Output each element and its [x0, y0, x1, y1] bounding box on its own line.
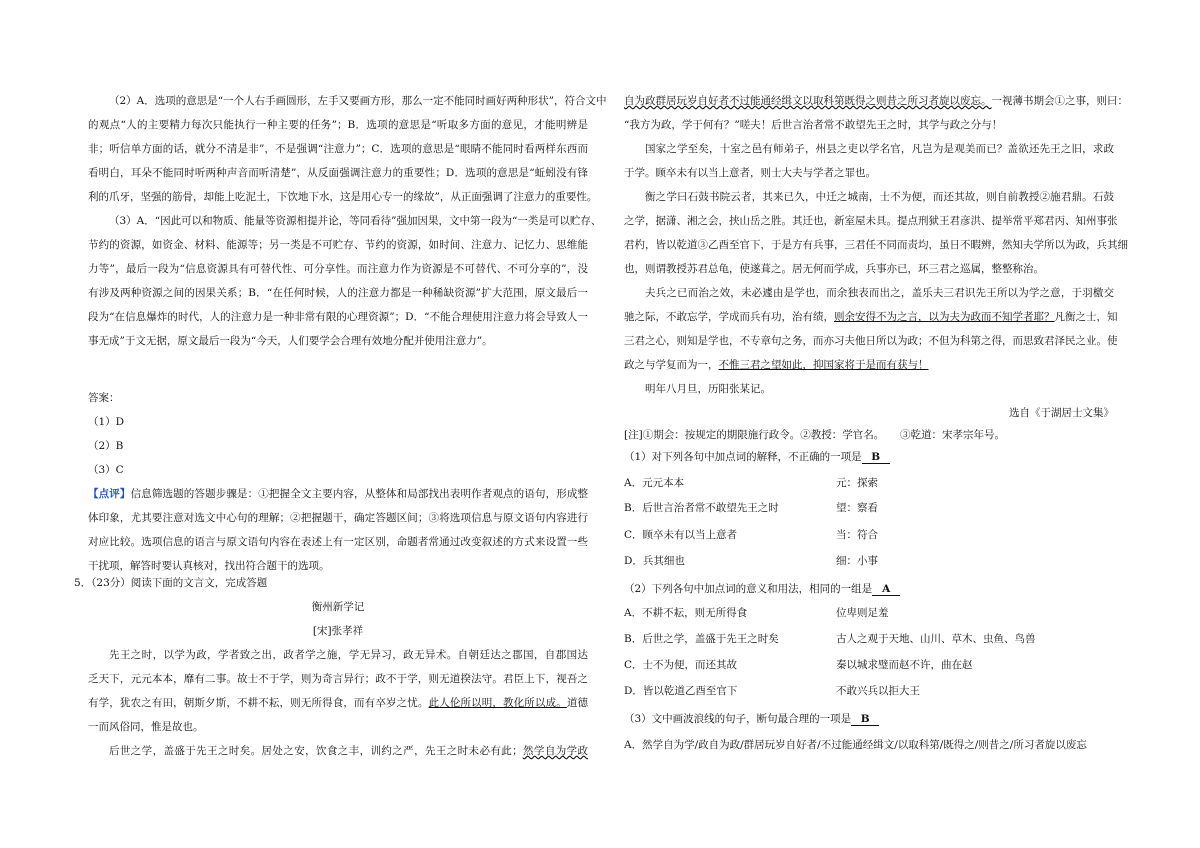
question-2-stem: （2）下列各句中加点词的意义和用法，相同的一组是 A [624, 584, 900, 596]
analysis-line: 事无成”于文无据，原文最后一段为“今天，人们要学会合理有效地分配并使用注意力”。 [88, 335, 493, 347]
tip-label: 【点评】 [88, 488, 131, 500]
classical-text-line: 于学。顾卒未有以当上意者，则士大夫与学者之罪也。 [624, 167, 876, 179]
underlined-sentence: 不惟三君之望如此，抑国家将于是而有获与！ [718, 359, 929, 371]
question-5: 5．（23分）阅读下面的文言文，完成答题 [74, 577, 268, 589]
classical-text-line: 先王之时，以学为政，学者致之出，政者学之施，学无异习，政无异术。自朝廷达之郡国，自郡国达 [109, 649, 588, 661]
analysis-line: 利的爪牙，坚强的筋骨，却能上吃泥土，下饮地下水，这是用心专一的缘故”，从正面强调了注意力的重要性。 [88, 191, 598, 203]
classical-title: 衡州新学记 [311, 601, 365, 613]
classical-text-line: 有学，犹农之有田，朝斯夕斯，不耕不耘，则无所得食，而有卒岁之忧。此人伦所以明，教化所以成。道德 [88, 697, 589, 709]
source-note: 选自《于湖居士文集》 [1009, 407, 1114, 419]
classical-signature: 明年八月旦，历阳张某记。 [645, 383, 771, 395]
answer-item: （2）B [88, 440, 124, 452]
tip-line: 【点评】信息筛选题的答题步骤是：①把握全文主要内容，从整体和局部找出表明作者观点的语句，形成整 [88, 488, 589, 500]
analysis-line: 看明白，耳朵不能同时听两种声音而听清楚”，从反面强调注意力的重要性；D．选项的意思是“蚯蚓没有锋 [88, 167, 588, 179]
answer-blank: B [862, 452, 890, 464]
tip-line: 体印象，尤其要注意对选文中心句的理解；②把握题干，确定答题区间；③将选项信息与原文语句内容进行 [88, 512, 588, 524]
answer-item: （3）C [88, 464, 124, 476]
classical-text-line: 夫兵之已而治之效，未必遽由是学也，而余独表而出之，盖乐夫三君识先王所以为学之意，于羽檄交 [645, 287, 1114, 299]
underlined-sentence: 此人伦所以明，教化所以成。 [428, 697, 567, 709]
analysis-line: 力等”，最后一段为“信息资源具有可替代性、可分享性。而注意力作为资源是不可替代、不可分享的”，没 [88, 263, 588, 275]
classical-text-line: 之学，据潇、湘之会，挟山岳之胜。其迁也，新室屋未具。提点刑狱王君彦洪、提举常平郑君丙、知州事张 [624, 215, 1118, 227]
exam-page: （2）A．选项的意思是“一个人右手画圆形，左手又要画方形，那么一定不能同时画好两种形状”，符合文中 的观点“人的主要精力每次只能执行一种主要的任务”；B．选项的意思是“听取多方面的意见，才能明辨是 非；听信单方面的话，就分不清是非”，不是强调“注意力”；C．选项的意思是“眼睛不能同时看两样东西而 看明白，耳朵不能同时听两种声音而听清楚”，从反面强调注意力的重要性；D．选项的意思是“蚯蚓没有锋 利的爪牙，坚强的筋骨，却能上吃泥土，下饮地下水，这是用心专一的缘故”，从正面强调了注意力的重要性。 （3）A．“因此可以和物质、能量等资源相提并论，等同看待”强加因果，文中第一段为“一类是可以贮存、 节约的资源，如资金、材料、能源等；另一类是不可贮存、节约的资源，如时间、注意力、记忆力、思维能 力等”，最后一段为“信息资源具有可替代性、可分享性。而注意力作为资源是不可替代、不可分享的”，没 有涉及两种资源之间的因果关系；B．“在任何时候，人的注意力都是一种稀缺资源”扩大范围，原文最后一 段为“在信息爆炸的时代，人的注意力是一种非常有限的心理资源”；D．“不能合理使用注意力将会导致人一 事无成”于文无据，原文最后一段为“今天，人们要学会合理有效地分配并使用注意力”。 答案： （1）D （2）B （3）C 【点评】信息筛选题的答题步骤是：①把握全文主要内容，从整体和局部找出表明作者观点的语句，形成整 体印象，尤其要注意对选文中心句的理解；②把握题干，确定答题区间；③将选项信息与原文语句内容进行 对应比较。选项信息的语言与原文语句内容在表述上有一定区别，命题者常通过改变叙述的方式来设置一些 干扰项，解答时要认真核对，找出符合题干的选项。 5．（23分）阅读下面的文言文，完成答题 衡州新学记 [宋]张孝祥 先王之时，以学为政，学者致之出，政者学之施，学无异习，政无异术。自朝廷达之郡国，自郡国达 乏天下，元元本本，靡有二事。故士不于学，则为奇言异行；政不于学，则无道揆法守。君臣上下，视吾之 有学，犹农之有田，朝斯夕斯，不耕不耘，则无所得食，而有卒岁之忧。此人伦所以明，教化所以成。道德 一而风俗同，惟是故也。 后世之学，盖盛于先王之时矣。居处之安，饮食之丰，训约之严，先王之时未必有此；然学自为学政 自为政群居玩岁自好者不过能通经缉文以取科第既得之则昔之所习者旋以废忘。一视薄书期会①之事，则曰： “我方为政，学于何有？”嗟夫！后世言治者常不敢望先王之时，其学与政之分与！ 国家之学至矣，十室之邑有师弟子，州县之吏以学名官，凡岂为是观美而已？盖欲还先王之旧，求政 于学。顾卒未有以当上意者，则士大夫与学者之罪也。 衡之学曰石鼓书院云者，其来已久，中迁之城南，士不为便，而还其故，则自前教授②施君鼎。石鼓 之学，据潇、湘之会，挟山岳之胜。其迁也，新室屋未具。提点刑狱王君彦洪、提举常平郑君丙、知州事张 君杓，皆以乾道③乙酉至官下，于是方有兵事，三君任不同而责均，虽日不暇辨，然知夫学所以为政，兵其细 也，则谓教授苏君总龟，使遂葺之。居无何而学成，兵事亦已，环三君之巡属，整整称治。 夫兵之已而治之效，未必遽由是学也，而余独表而出之，盖乐夫三君识先王所以为学之意，于羽檄交 驰之际，不敢忘学，学成而兵有功，治有绩，则余安得不为之言，以为夫为政而不知学者耶？凡衡之士，知 三君之心，则知是学也，不专章句之务，而亦习夫他日所以为政；不但为科第之得，而思致君泽民之业。使 政之与学复而为一，不惟三君之望如此，抑国家将于是而有获与！ 明年八月旦，历阳张某记。 选自《于湖居士文集》 [注]①期会：按规定的期限施行政令。②教授：学官名。 ③乾道：宋孝宗年号。 （1）对下列各句中加点词的解释，不正确的一项是 B A．元元本本 元：探索 B．后世言治者常不敢望先王之时 望：察看 C．顾卒未有以当上意者 当：符合 D．兵其细也 细：小事 （2）下列各句中加点词的意义和用法，相同的一组是 A A．不耕不耘，则无所得食 位卑则足羞 B．后世之学，盖盛于先王之时矣 古人之观于天地、山川、草木、虫鱼、鸟兽 C．士不为便，而还其故 秦以城求璧而赵不许，曲在赵 D．皆以乾道乙酉至官下 不敢兴兵以拒大王 （3）文中画波浪线的句子，断句最合理的一项是 B A．然学自为学/政自为政/群居玩岁自好者/不过能通经缉文/以取科第/既得之/则昔之/所习者旋以废忘 [74, 95, 1128, 757]
answer-blank: A [872, 584, 900, 596]
answer-blank: B [851, 714, 879, 726]
analysis-line: 段为“在信息爆炸的时代，人的注意力是一种非常有限的心理资源”；D．“不能合理使用注意力将会导致人一 [88, 311, 588, 323]
analysis-line: 的观点“人的主要精力每次只能执行一种主要的任务”；B．选项的意思是“听取多方面的意见，才能明辨是 [88, 119, 588, 131]
answer-item: （1）D [88, 416, 125, 428]
classical-text-line: “我方为政，学于何有？”嗟夫！后世言治者常不敢望先王之时，其学与政之分与！ [624, 119, 1003, 131]
classical-text-line: 国家之学至矣，十室之邑有师弟子，州县之吏以学名官，凡岂为是观美而已？盖欲还先王之旧，求政 [645, 143, 1114, 155]
question-3-stem: （3）文中画波浪线的句子，断句最合理的一项是 B [624, 714, 879, 726]
annotation-notes: [注]①期会：按规定的期限施行政令。②教授：学官名。 ③乾道：宋孝宗年号。 [624, 429, 1005, 441]
classical-text-line: 政之与学复而为一，不惟三君之望如此，抑国家将于是而有获与！ [624, 359, 929, 371]
option-row: A．然学自为学/政自为政/群居玩岁自好者/不过能通经缉文/以取科第/既得之/则昔之/所习者旋以废忘 [624, 739, 1087, 751]
classical-text-line: 后世之学，盖盛于先王之时矣。居处之安，饮食之丰，训约之严，先王之时未必有此；然学自为学政 [109, 745, 589, 757]
answer-title: 答案： [88, 392, 120, 404]
tip-line: 对应比较。选项信息的语言与原文语句内容在表述上有一定区别，命题者常通过改变叙述的方式来设置一些 [88, 536, 588, 548]
classical-text-line: 衡之学曰石鼓书院云者，其来已久，中迁之城南，士不为便，而还其故，则自前教授②施君鼎。石鼓 [645, 191, 1114, 203]
classical-text-line: 也，则谓教授苏君总龟，使遂葺之。居无何而学成，兵事亦已，环三君之巡属，整整称治。 [624, 263, 1044, 275]
analysis-line: （2）A．选项的意思是“一个人右手画圆形，左手又要画方形，那么一定不能同时画好两种形状”，符合文中 [109, 95, 607, 107]
classical-text-line: 一而风俗同，惟是故也。 [88, 721, 204, 733]
analysis-line: 有涉及两种资源之间的因果关系；B．“在任何时候，人的注意力都是一种稀缺资源”扩大范围，原文最后一 [88, 287, 588, 299]
classical-text-line: 驰之际，不敢忘学，学成而兵有功，治有绩，则余安得不为之言，以为夫为政而不知学者耶？凡衡之士，知 [624, 311, 1118, 323]
classical-text-line: 三君之心，则知是学也，不专章句之务，而亦习夫他日所以为政；不但为科第之得，而思致君泽民之业。使 [624, 335, 1118, 347]
analysis-line: 节约的资源，如资金、材料、能源等；另一类是不可贮存、节约的资源，如时间、注意力、记忆力、思维能 [88, 239, 588, 251]
question-1-stem: （1）对下列各句中加点词的解释，不正确的一项是 B [624, 452, 890, 464]
classical-text-line: 乏天下，元元本本，靡有二事。故士不于学，则为奇言异行；政不于学，则无道揆法守。君臣上下，视吾之 [88, 673, 588, 685]
wavy-sentence: 然学自为学政 [522, 745, 589, 757]
classical-author: [宋]张孝祥 [312, 625, 364, 637]
underlined-sentence: 则余安得不为之言，以为夫为政而不知学者耶？ [834, 311, 1055, 323]
classical-text-line: 自为政群居玩岁自好者不过能通经缉文以取科第既得之则昔之所习者旋以废忘。一视薄书期会①之事，则曰： [624, 95, 1128, 107]
analysis-line: （3）A．“因此可以和物质、能量等资源相提并论，等同看待”强加因果，文中第一段为“一类是可以贮存、 [109, 215, 602, 227]
analysis-line: 非；听信单方面的话，就分不清是非”，不是强调“注意力”；C．选项的意思是“眼睛不能同时看两样东西而 [88, 143, 588, 155]
wavy-sentence: 自为政群居玩岁自好者不过能通经缉文以取科第既得之则昔之所习者旋以废忘。 [624, 95, 992, 107]
tip-line: 干扰项，解答时要认真核对，找出符合题干的选项。 [88, 560, 330, 572]
classical-text-line: 君杓，皆以乾道③乙酉至官下，于是方有兵事，三君任不同而责均，虽日不暇辨，然知夫学所以为政，兵其细 [624, 239, 1128, 251]
